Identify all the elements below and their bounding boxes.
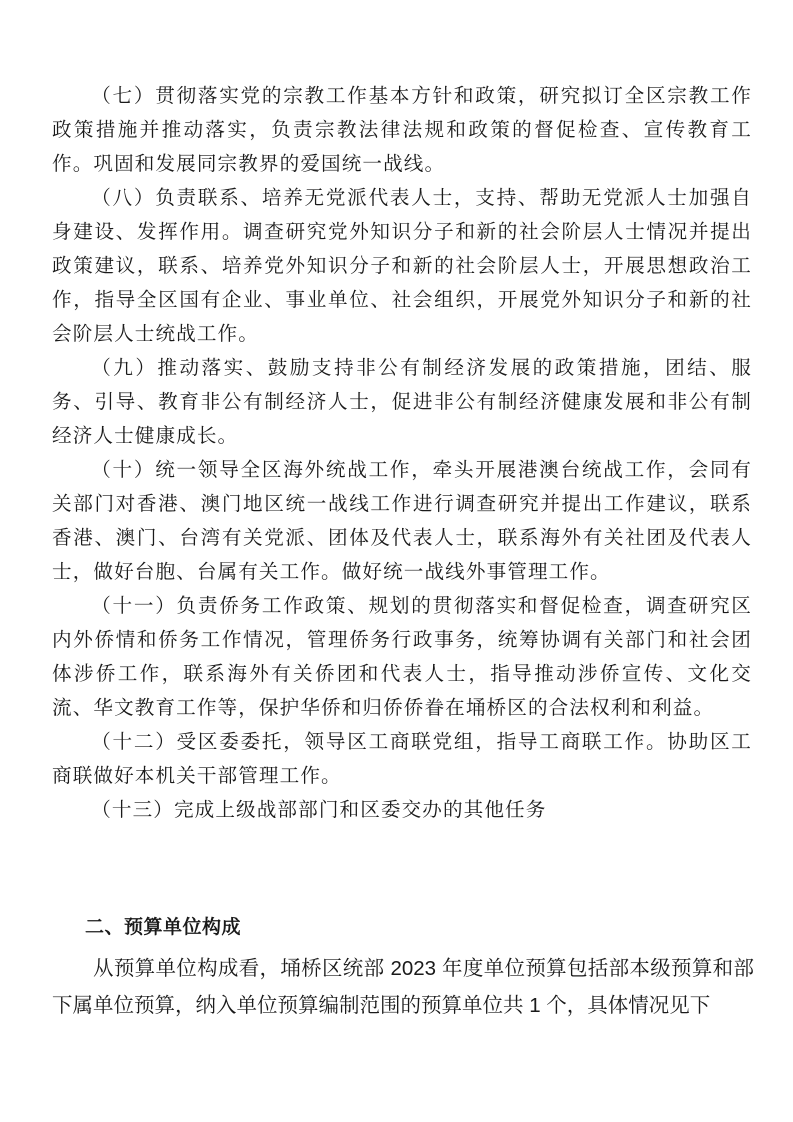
section-heading: 二、预算单位构成 xyxy=(85,917,242,938)
duty-paragraph-13: （十三）完成上级战部部门和区委交办的其他任务 xyxy=(91,798,547,821)
section-body-paragraph: 从预算单位构成看，埇桥区统部 2023 年度单位预算包括部本级预算和部下属单位预算，纳入单位预算编制范围的预算单位共 1 个，具体情况见下 xyxy=(52,957,754,1017)
duty-paragraph-11: （十一）负责侨务工作政策、规划的贯彻落实和督促检查，调查研究区内外侨情和侨务工作情况，管理侨务行政事务，统筹协调有关部门和社会团体涉侨工作，联系海外有关侨团和代表人士，指导推动涉侨宣传、文化交流、华文教育工作等，保护华侨和归侨侨眷在埇桥区的合法权利和利益。 xyxy=(52,594,752,719)
duty-paragraph-9: （九）推动落实、鼓励支持非公有制经济发展的政策措施，团结、服务、引导、教育非公有制经济人士，促进非公有制经济健康发展和非公有制经济人士健康成长。 xyxy=(52,356,752,447)
duty-paragraph-7: （七）贯彻落实党的宗教工作基本方针和政策，研究拟订全区宗教工作政策措施并推动落实，负责宗教法律法规和政策的督促检查、宣传教育工作。巩固和发展同宗教界的爱国统一战线。 xyxy=(52,84,752,175)
duty-paragraph-8: （八）负责联系、培养无党派代表人士，支持、帮助无党派人士加强自身建设、发挥作用。调查研究党外知识分子和新的社会阶层人士情况并提出政策建议，联系、培养党外知识分子和新的社会阶层人士，开展思想政治工作，指导全区国有企业、事业单位、社会组织，开展党外知识分子和新的社会阶层人士统战工作。 xyxy=(52,186,752,345)
duty-paragraph-12: （十二）受区委委托，领导区工商联党组，指导工商联工作。协助区工商联做好本机关干部管理工作。 xyxy=(52,730,752,787)
duty-paragraph-10: （十）统一领导全区海外统战工作，牵头开展港澳台统战工作，会同有关部门对香港、澳门地区统一战线工作进行调查研究并提出工作建议，联系香港、澳门、台湾有关党派、团体及代表人士，联系海外有关社团及代表人士，做好台胞、台属有关工作。做好统一战线外事管理工作。 xyxy=(52,458,752,583)
